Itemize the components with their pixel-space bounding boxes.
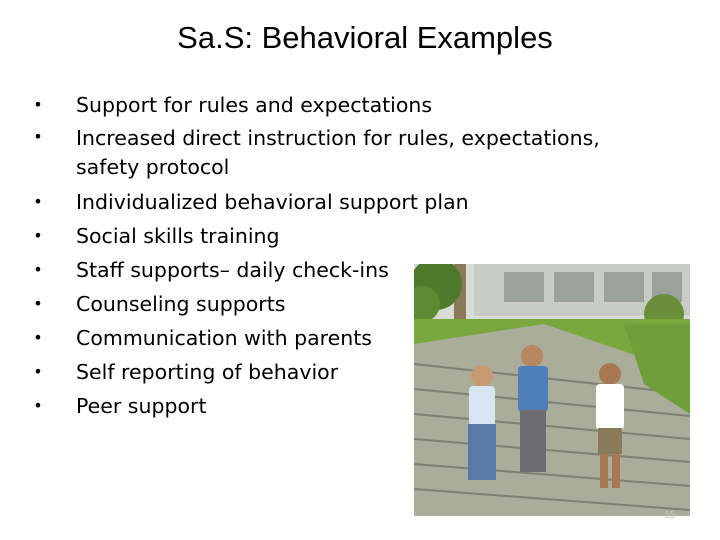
slide-number: 15 xyxy=(664,510,676,521)
bullet-dot: • xyxy=(33,362,43,381)
bullet-text-line1: Increased direct instruction for rules, expectations, xyxy=(76,126,600,150)
bullet-item xyxy=(28,88,668,122)
bullet-dot: • xyxy=(33,396,43,415)
bullet-dot: • xyxy=(33,192,43,211)
bullet-dot: • xyxy=(33,127,43,146)
bullet-text: Social skills training xyxy=(76,224,280,248)
bullet-item xyxy=(28,219,668,253)
bullet-dot: • xyxy=(33,95,43,114)
bullet-dot: • xyxy=(33,260,43,279)
students-walking-photo xyxy=(414,264,690,516)
bullet-text-line2: safety protocol xyxy=(76,155,230,179)
bullet-dot: • xyxy=(33,328,43,347)
bullet-text: Staff supports– daily check-ins xyxy=(76,258,389,282)
bullet-text: Individualized behavioral support plan xyxy=(76,190,469,214)
bullet-text: Communication with parents xyxy=(76,326,372,350)
bullet-item xyxy=(28,122,668,185)
bullet-dot: • xyxy=(33,294,43,313)
bullet-text: Self reporting of behavior xyxy=(76,360,339,384)
bullet-text: Counseling supports xyxy=(76,292,286,316)
bullet-text: Peer support xyxy=(76,394,207,418)
bullet-item xyxy=(28,185,668,219)
bullet-dot: • xyxy=(33,226,43,245)
slide-title: Sa.S: Behavioral Examples xyxy=(177,20,553,55)
bullet-text: Support for rules and expectations xyxy=(76,93,433,117)
